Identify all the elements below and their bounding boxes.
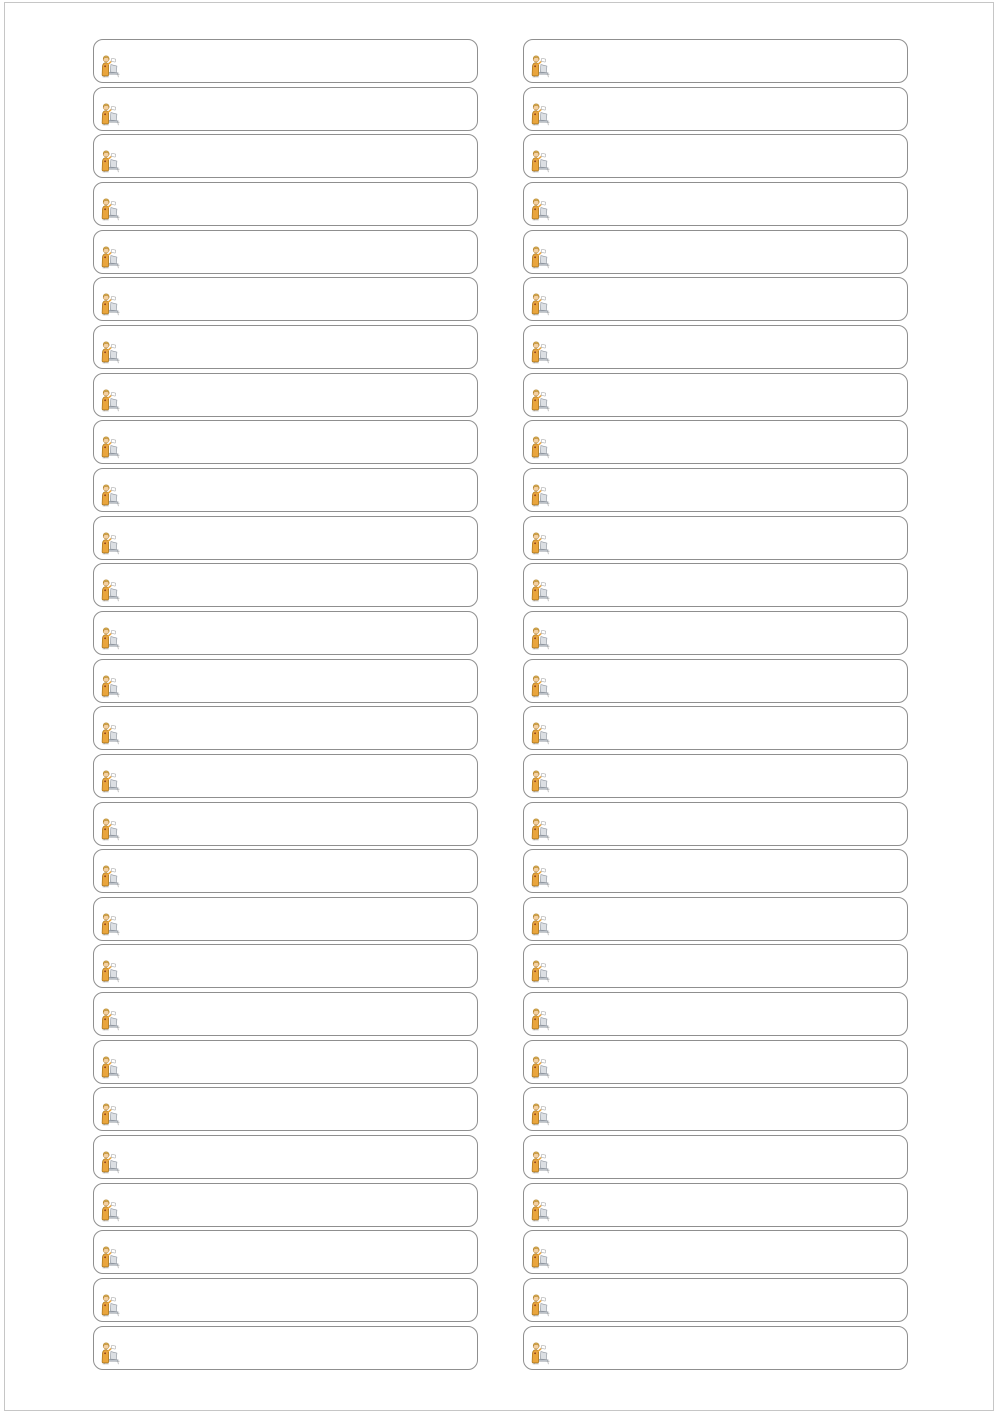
person-at-laptop-icon xyxy=(530,769,552,793)
person-at-laptop-icon xyxy=(100,1007,122,1031)
address-label xyxy=(523,849,908,893)
person-at-laptop-icon xyxy=(100,674,122,698)
address-label xyxy=(523,659,908,703)
address-label xyxy=(93,1040,478,1084)
person-at-laptop-icon xyxy=(100,817,122,841)
person-at-laptop-icon xyxy=(530,864,552,888)
person-at-laptop-icon xyxy=(530,292,552,316)
address-label xyxy=(93,1278,478,1322)
person-at-laptop-icon xyxy=(530,817,552,841)
person-at-laptop-icon xyxy=(100,435,122,459)
address-label xyxy=(523,1230,908,1274)
person-at-laptop-icon xyxy=(530,388,552,412)
person-at-laptop-icon xyxy=(100,483,122,507)
person-at-laptop-icon xyxy=(530,721,552,745)
address-label xyxy=(523,1183,908,1227)
address-label xyxy=(93,611,478,655)
person-at-laptop-icon xyxy=(100,531,122,555)
person-at-laptop-icon xyxy=(100,1055,122,1079)
address-label xyxy=(93,659,478,703)
person-at-laptop-icon xyxy=(530,531,552,555)
person-at-laptop-icon xyxy=(530,1102,552,1126)
person-at-laptop-icon xyxy=(100,102,122,126)
person-at-laptop-icon xyxy=(530,435,552,459)
address-label xyxy=(93,1183,478,1227)
person-at-laptop-icon xyxy=(100,1102,122,1126)
address-label xyxy=(93,802,478,846)
person-at-laptop-icon xyxy=(100,769,122,793)
address-label xyxy=(93,1326,478,1370)
address-label xyxy=(93,1087,478,1131)
address-label xyxy=(523,897,908,941)
person-at-laptop-icon xyxy=(530,626,552,650)
person-at-laptop-icon xyxy=(530,102,552,126)
address-label xyxy=(523,468,908,512)
address-label xyxy=(523,134,908,178)
address-label xyxy=(523,944,908,988)
person-at-laptop-icon xyxy=(530,1293,552,1317)
person-at-laptop-icon xyxy=(530,197,552,221)
address-label xyxy=(523,516,908,560)
address-label xyxy=(523,563,908,607)
address-label xyxy=(93,373,478,417)
person-at-laptop-icon xyxy=(100,721,122,745)
address-label xyxy=(93,230,478,274)
person-at-laptop-icon xyxy=(530,1150,552,1174)
person-at-laptop-icon xyxy=(100,578,122,602)
address-label xyxy=(523,802,908,846)
person-at-laptop-icon xyxy=(100,959,122,983)
person-at-laptop-icon xyxy=(100,149,122,173)
address-label xyxy=(93,420,478,464)
address-label xyxy=(93,182,478,226)
label-sheet-page xyxy=(4,2,994,1411)
person-at-laptop-icon xyxy=(100,1341,122,1365)
address-label xyxy=(523,373,908,417)
address-label xyxy=(523,39,908,83)
address-label xyxy=(93,992,478,1036)
address-label xyxy=(93,897,478,941)
address-label xyxy=(523,277,908,321)
person-at-laptop-icon xyxy=(100,388,122,412)
address-label xyxy=(523,87,908,131)
address-label xyxy=(523,325,908,369)
person-at-laptop-icon xyxy=(100,1198,122,1222)
address-label xyxy=(93,563,478,607)
address-label xyxy=(93,516,478,560)
address-label xyxy=(523,1326,908,1370)
address-label xyxy=(93,1230,478,1274)
person-at-laptop-icon xyxy=(100,626,122,650)
address-label xyxy=(93,39,478,83)
address-label xyxy=(523,1278,908,1322)
person-at-laptop-icon xyxy=(100,864,122,888)
person-at-laptop-icon xyxy=(100,292,122,316)
person-at-laptop-icon xyxy=(100,54,122,78)
address-label xyxy=(93,754,478,798)
address-label xyxy=(523,992,908,1036)
address-label xyxy=(93,277,478,321)
address-label xyxy=(93,1135,478,1179)
address-label xyxy=(93,134,478,178)
address-label xyxy=(523,230,908,274)
label-column-left xyxy=(93,39,478,1370)
person-at-laptop-icon xyxy=(530,1055,552,1079)
person-at-laptop-icon xyxy=(530,578,552,602)
person-at-laptop-icon xyxy=(100,1245,122,1269)
address-label xyxy=(523,1135,908,1179)
address-label xyxy=(523,1087,908,1131)
address-label xyxy=(523,420,908,464)
label-column-right xyxy=(523,39,908,1370)
person-at-laptop-icon xyxy=(100,245,122,269)
address-label xyxy=(93,325,478,369)
person-at-laptop-icon xyxy=(100,340,122,364)
person-at-laptop-icon xyxy=(530,674,552,698)
address-label xyxy=(523,754,908,798)
address-label xyxy=(93,468,478,512)
person-at-laptop-icon xyxy=(530,1198,552,1222)
person-at-laptop-icon xyxy=(530,483,552,507)
person-at-laptop-icon xyxy=(100,1150,122,1174)
person-at-laptop-icon xyxy=(530,1341,552,1365)
person-at-laptop-icon xyxy=(530,54,552,78)
person-at-laptop-icon xyxy=(100,1293,122,1317)
person-at-laptop-icon xyxy=(530,912,552,936)
person-at-laptop-icon xyxy=(530,959,552,983)
address-label xyxy=(93,706,478,750)
address-label xyxy=(93,87,478,131)
person-at-laptop-icon xyxy=(530,340,552,364)
person-at-laptop-icon xyxy=(100,912,122,936)
person-at-laptop-icon xyxy=(530,1007,552,1031)
address-label xyxy=(93,849,478,893)
person-at-laptop-icon xyxy=(530,245,552,269)
address-label xyxy=(523,611,908,655)
person-at-laptop-icon xyxy=(100,197,122,221)
address-label xyxy=(93,944,478,988)
address-label xyxy=(523,1040,908,1084)
address-label xyxy=(523,706,908,750)
person-at-laptop-icon xyxy=(530,1245,552,1269)
address-label xyxy=(523,182,908,226)
person-at-laptop-icon xyxy=(530,149,552,173)
